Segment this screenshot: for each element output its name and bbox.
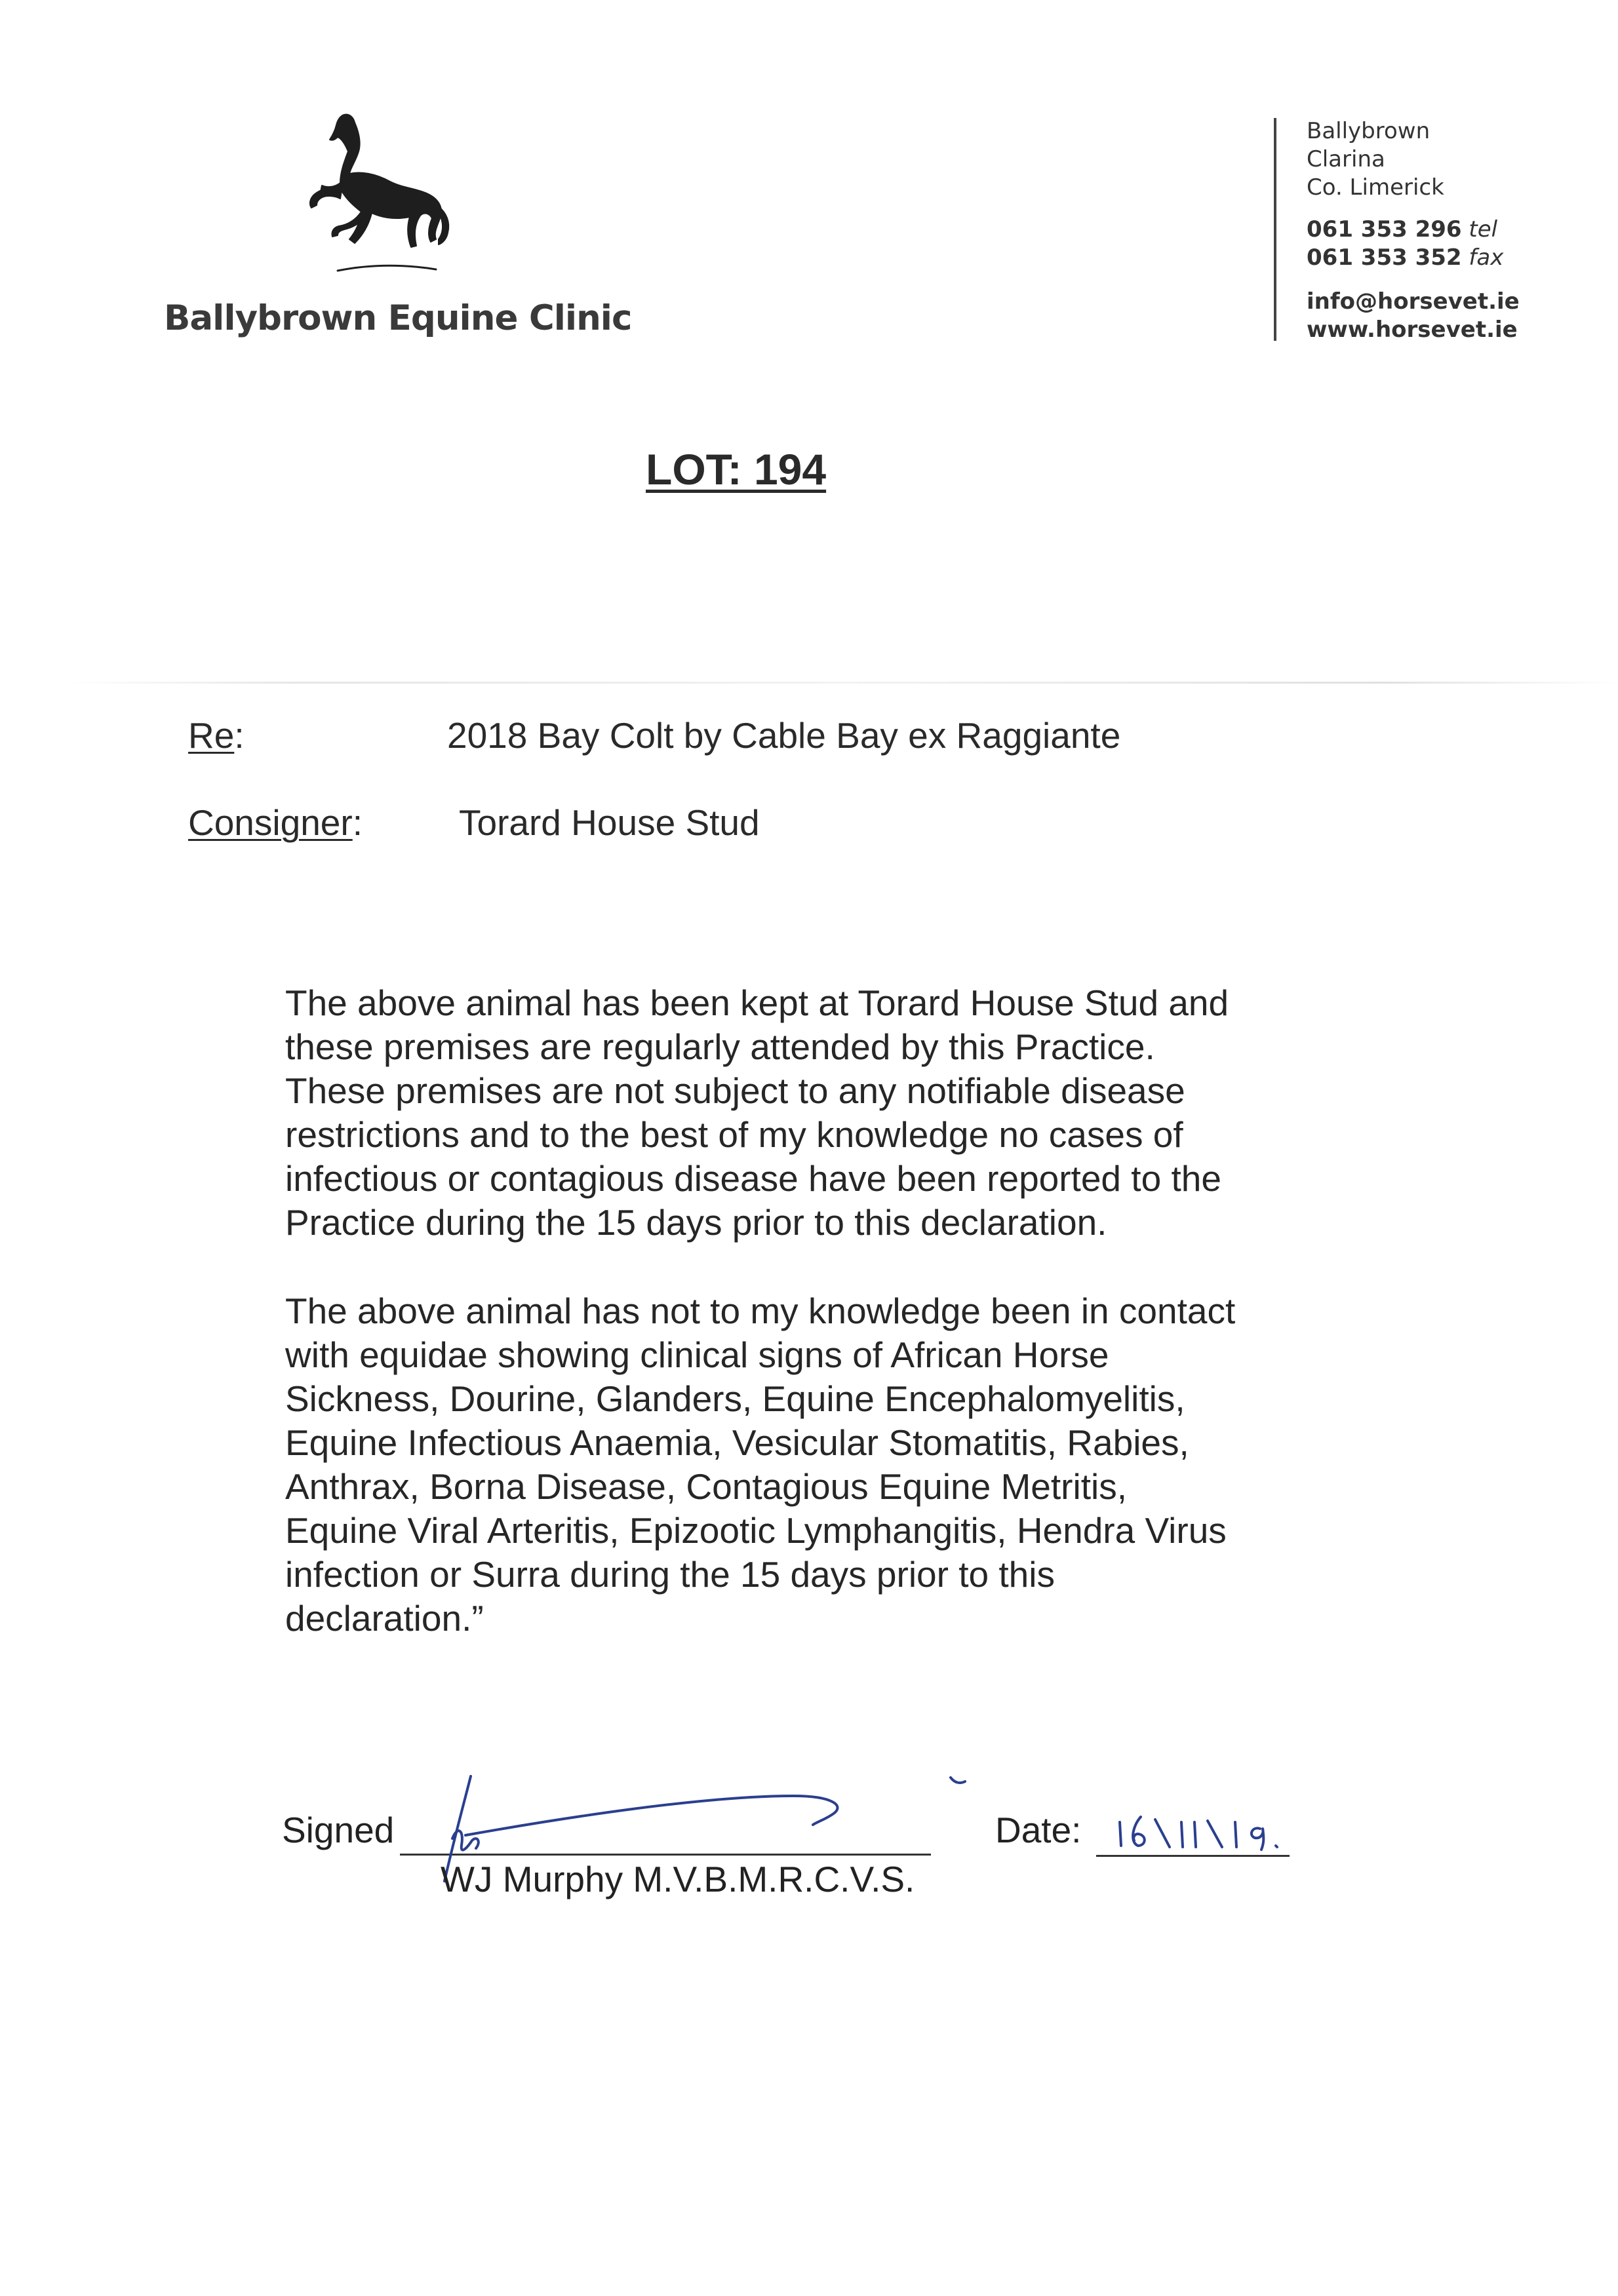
address-line-1: Ballybrown: [1307, 118, 1431, 144]
paragraph-line: infection or Surra during the 15 days prior to this: [285, 1554, 1055, 1595]
header-divider: [1274, 118, 1276, 341]
consigner-value: Torard House Stud: [459, 802, 760, 843]
consigner-label: Consigner:: [188, 802, 363, 843]
lot-title: LOT: 194: [646, 445, 827, 494]
paragraph-line: infectious or contagious disease have been reported to the: [285, 1158, 1221, 1199]
phone-line: [1307, 216, 1497, 243]
paragraph-line: Equine Viral Arteritis, Epizootic Lymphangitis, Hendra Virus: [285, 1510, 1227, 1551]
phone-number: 061 353 296: [1307, 216, 1462, 243]
paragraph-line: restrictions and to the best of my knowledge no cases of: [285, 1114, 1183, 1155]
paragraph-line: The above animal has been kept at Torard House Stud and: [285, 983, 1229, 1023]
paragraph-line: Practice during the 15 days prior to this declaration.: [285, 1202, 1107, 1243]
paragraph-line: These premises are not subject to any notifiable disease: [285, 1070, 1185, 1111]
declaration-paragraph-1: [285, 981, 1229, 1245]
signed-label: Signed: [282, 1810, 395, 1850]
date-line: [1096, 1855, 1290, 1857]
address-line-3: Co. Limerick: [1307, 174, 1444, 201]
address-line-2: Clarina: [1307, 146, 1385, 172]
paragraph-line: Equine Infectious Anaemia, Vesicular Stomatitis, Rabies,: [285, 1422, 1189, 1463]
re-label: Re:: [188, 715, 245, 756]
re-value: 2018 Bay Colt by Cable Bay ex Raggiante: [447, 715, 1121, 756]
clinic-name: Ballybrown Equine Clinic: [164, 298, 632, 338]
scan-fold-line: [66, 682, 1618, 684]
date-label: Date:: [995, 1810, 1082, 1850]
fax-line: [1307, 244, 1503, 271]
signatory-name: WJ Murphy M.V.B.M.R.C.V.S.: [441, 1859, 915, 1899]
paragraph-line: Sickness, Dourine, Glanders, Equine Encephalomyelitis,: [285, 1378, 1185, 1419]
declaration-paragraph-2: [285, 1289, 1235, 1641]
paragraph-line: Anthrax, Borna Disease, Contagious Equine Metritis,: [285, 1466, 1127, 1507]
paragraph-line: these premises are regularly attended by this Practice.: [285, 1026, 1155, 1067]
horse-logo-icon: [298, 108, 462, 282]
fax-type: fax: [1469, 244, 1504, 271]
paragraph-line: with equidae showing clinical signs of African Horse: [285, 1334, 1109, 1375]
phone-type: tel: [1469, 216, 1498, 243]
handwritten-date: [1115, 1802, 1292, 1855]
paragraph-line: declaration.”: [285, 1598, 484, 1639]
paragraph-line: The above animal has not to my knowledge been in contact: [285, 1291, 1236, 1331]
email: info@horsevet.ie: [1307, 288, 1520, 315]
fax-number: 061 353 352: [1307, 244, 1462, 271]
website: www.horsevet.ie: [1307, 317, 1518, 343]
